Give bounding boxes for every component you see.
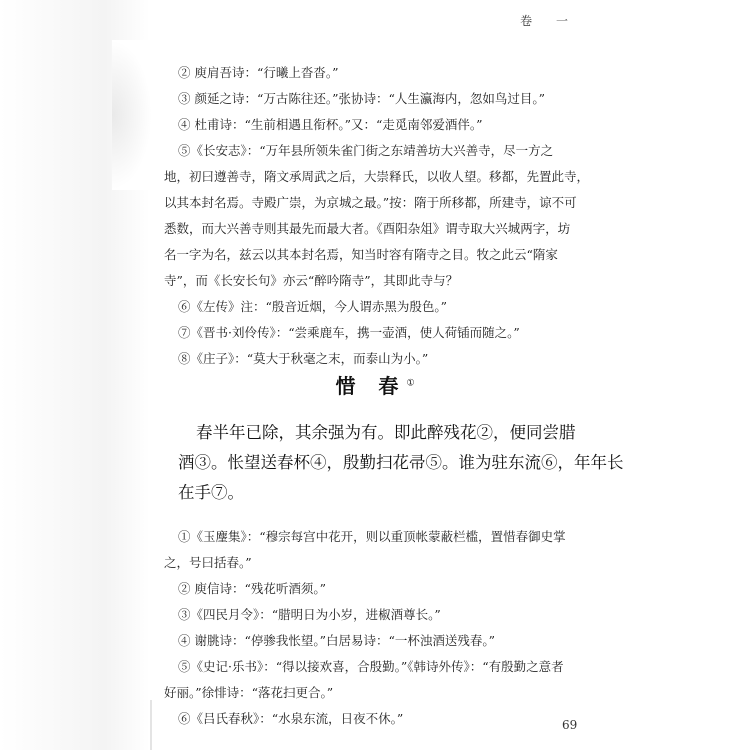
note-top-5-line3: 以其本封名焉。寺殿广崇，为京城之最。”按：隋于所移都，所建寺，谅不可 bbox=[164, 195, 577, 210]
page-number: 69 bbox=[562, 718, 578, 732]
poem-title-note-mark: ① bbox=[406, 378, 415, 389]
note-top-7: ⑦《晋书·刘伶传》：“尝乘鹿车，携一壶酒，使人荷锸而随之。” bbox=[178, 325, 520, 340]
note-top-5-line5: 名一字为名，兹云以其本封名焉，知当时容有隋寺之目。牧之此云“隋家 bbox=[164, 247, 558, 262]
poem-line-3: 在手⑦。 bbox=[178, 483, 244, 502]
note-bottom-2: ② 庾信诗：“残花听酒须。” bbox=[178, 581, 327, 596]
note-bottom-3: ③《四民月令》：“腊明日为小岁，进椒酒尊长。” bbox=[178, 607, 441, 622]
running-head: 卷 一 bbox=[520, 14, 578, 28]
poem-line-1: 春半年已除，其余强为有。即此醉残花②，便同尝腊 bbox=[196, 423, 576, 442]
poem-title bbox=[0, 370, 750, 399]
poem-body bbox=[178, 418, 624, 508]
note-top-5-line6: 寺”，而《长安长句》亦云“醉吟隋寺”，其即此寺与？ bbox=[164, 273, 459, 288]
note-bottom-5-line2: 好丽。”徐悱诗：“落花扫更合。” bbox=[164, 685, 334, 700]
note-top-3: ③ 颜延之诗：“万古陈往还。”张协诗：“人生瀛海内，忽如鸟过目。” bbox=[178, 91, 546, 106]
poem-line-2: 酒③。怅望送春杯④，殷勤扫花帚⑤。谁为驻东流⑥，年年长 bbox=[178, 453, 624, 472]
note-bottom-5-line1: ⑤《史记·乐书》：“得以接欢喜，合殷勤。”《韩诗外传》：“有殷勤之意者 bbox=[178, 659, 564, 674]
poem-title-text: 惜 春 bbox=[335, 374, 407, 398]
note-top-5-line1: ⑤《长安志》：“万年县所领朱雀门街之东靖善坊大兴善寺，尽一方之 bbox=[178, 143, 554, 158]
note-top-5-line4: 悉数，而大兴善寺则其最先而最大者。《酉阳杂俎》谓寺取大兴城两字，坊 bbox=[164, 221, 571, 236]
note-top-4: ④ 杜甫诗：“生前相遇且衔杯。”又：“走觅南邻爱酒伴。” bbox=[178, 117, 483, 132]
note-bottom-1-line1: ①《玉麈集》：“穆宗每宫中花开，则以重顶帐蒙蔽栏槛，置惜春御史掌 bbox=[178, 529, 566, 544]
note-bottom-1-line2: 之，号曰括春。” bbox=[164, 555, 252, 570]
gutter-edge bbox=[150, 700, 152, 750]
note-bottom-4: ④ 谢朓诗：“停骖我怅望。”白居易诗：“一杯浊酒送残春。” bbox=[178, 633, 496, 648]
note-top-8: ⑧《庄子》：“莫大于秋毫之末，而泰山为小。” bbox=[178, 351, 429, 366]
gutter-scan-artifact bbox=[112, 40, 152, 190]
note-top-5-line2: 地，初曰遵善寺，隋文承周武之后，大崇释氏，以收人望。移都，先置此寺， bbox=[164, 169, 590, 184]
note-top-6: ⑥《左传》注：“殷音近烟，今人谓赤黑为殷色。” bbox=[178, 299, 448, 314]
note-bottom-6: ⑥《吕氏春秋》：“水泉东流，日夜不休。” bbox=[178, 711, 404, 726]
note-top-2: ② 庾肩吾诗：“行曦上沓沓。” bbox=[178, 65, 339, 80]
